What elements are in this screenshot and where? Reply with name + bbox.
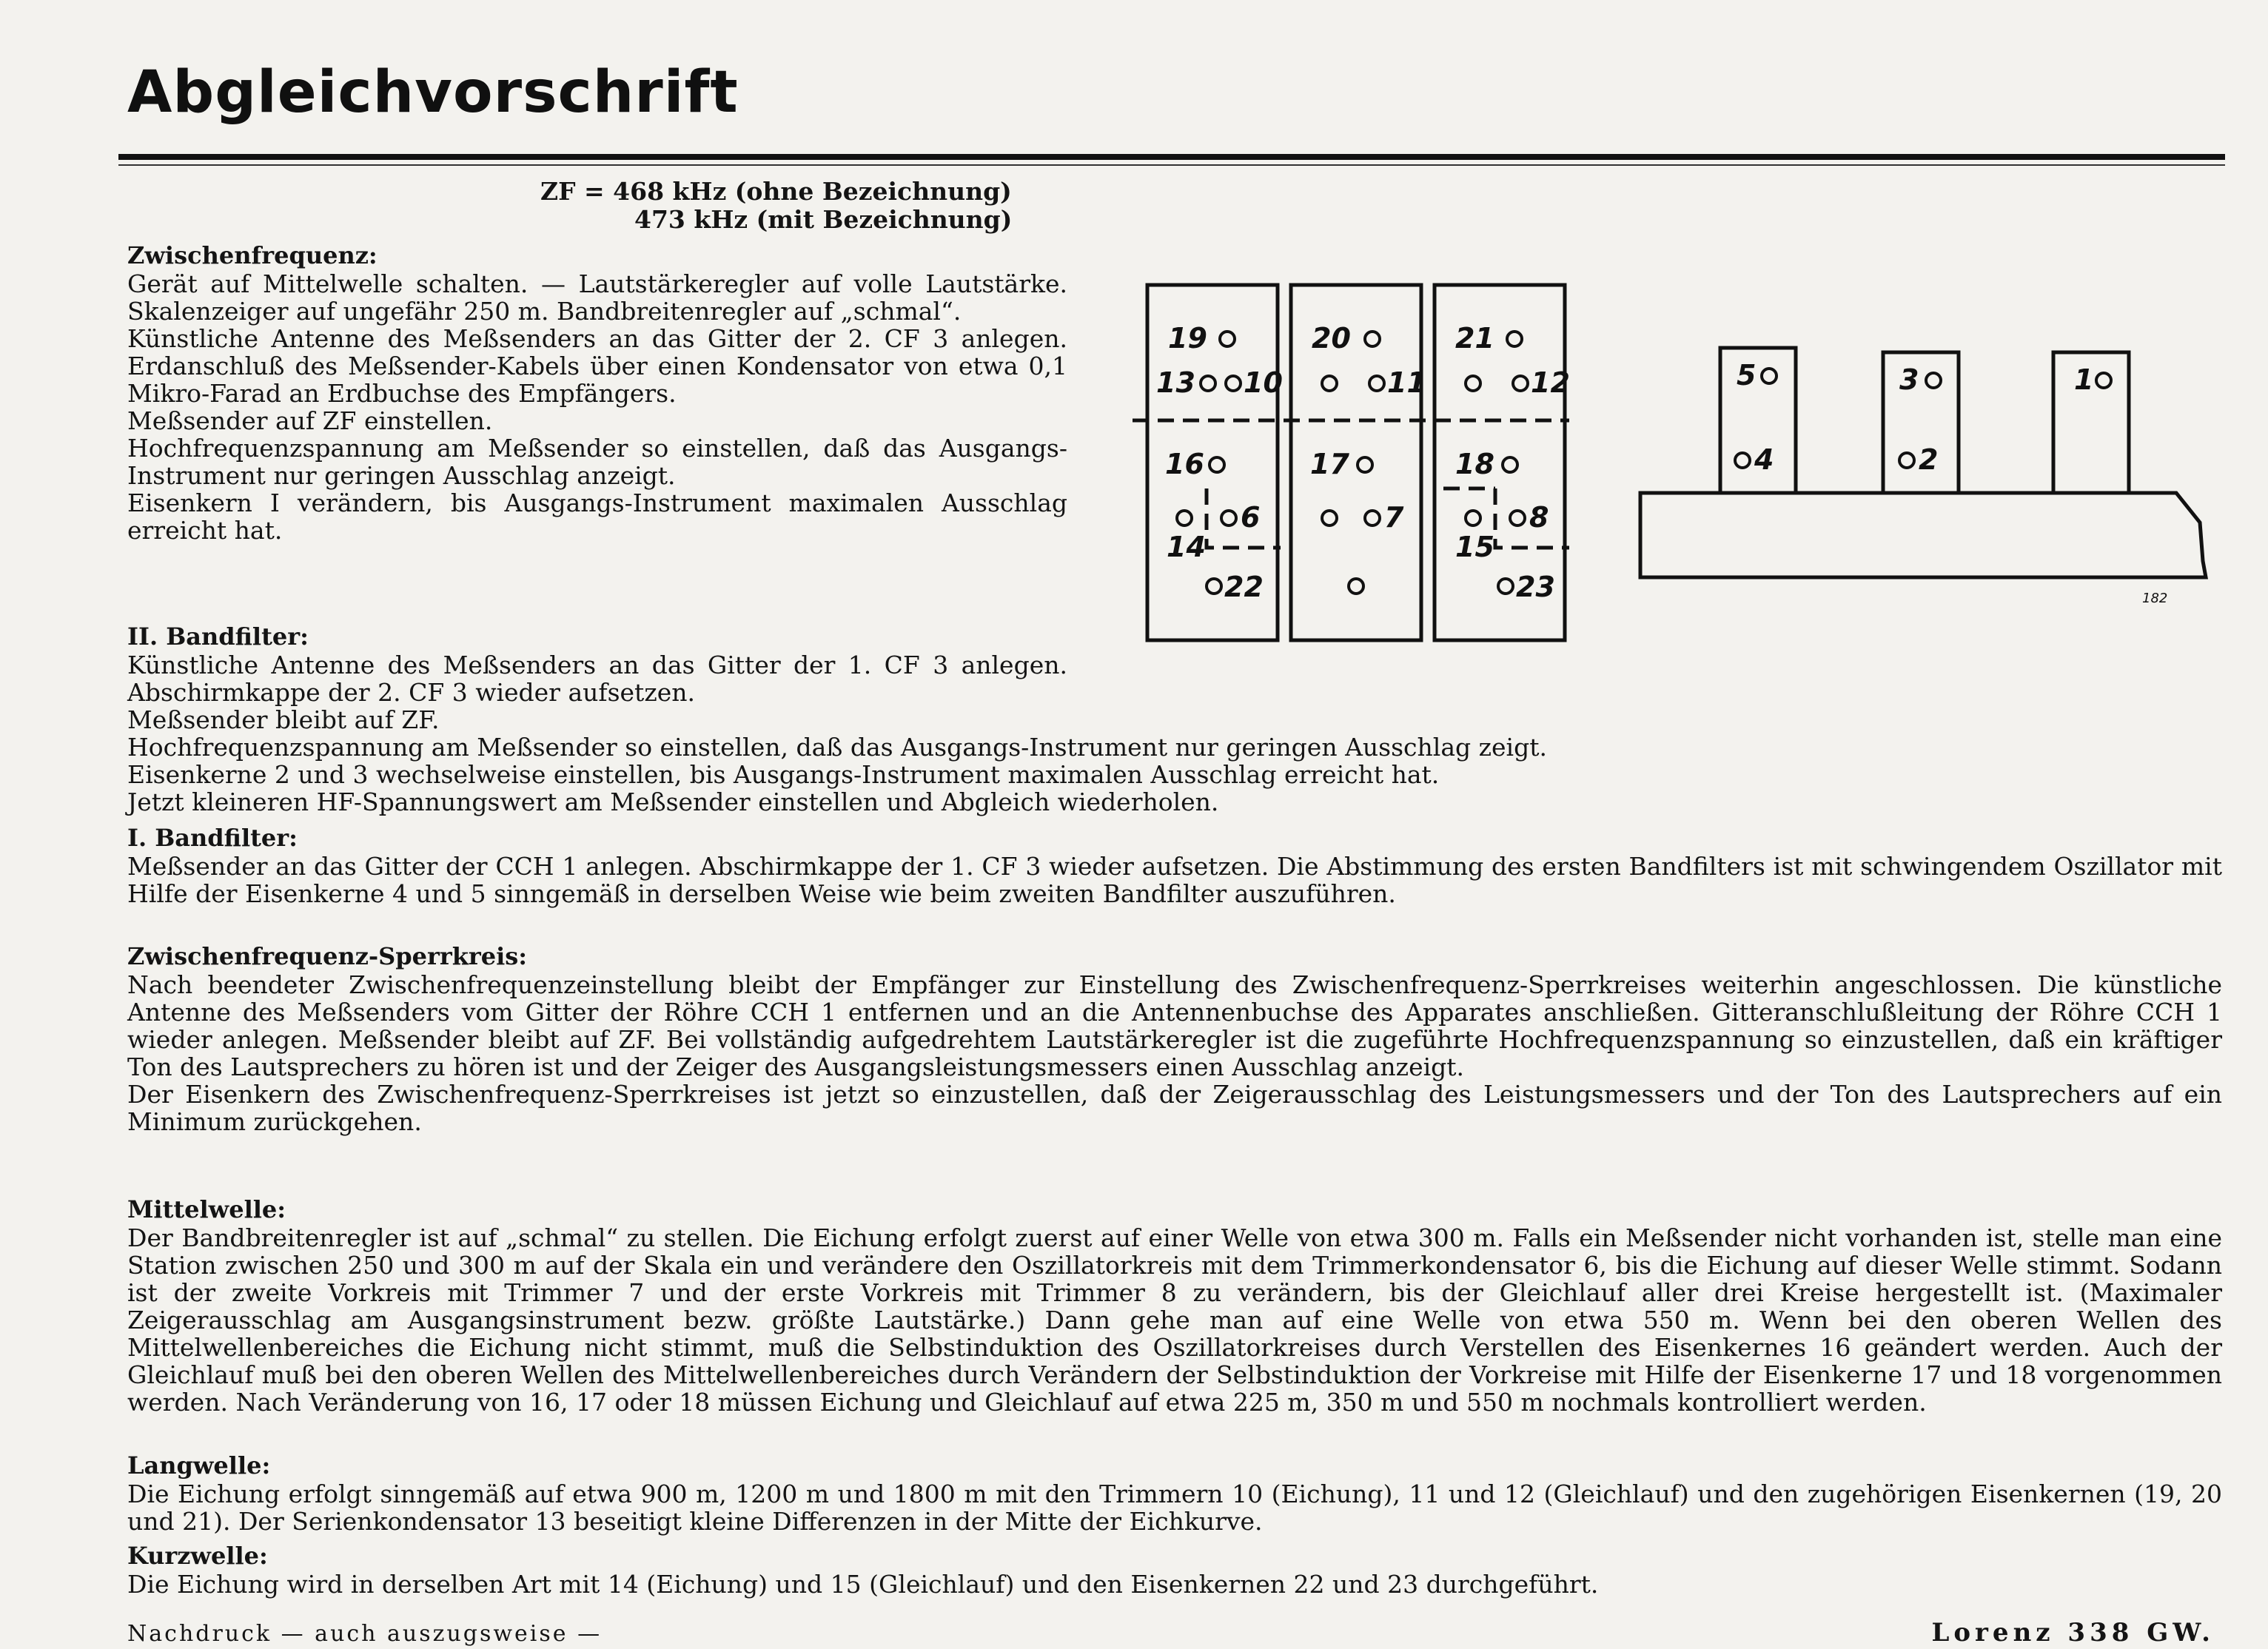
paragraph: Die Eichung erfolgt sinngemäß auf etwa 900 m, 1200 m und 1800 m mit den Trimmern 10 (Eichung), 11 und 12 (Gleichlauf) und den zugehörigen Eisenkernen (19, 20 und 21). Der Serienkondensator 13 beseitigt kleine Differenzen in der Mitte der Eichkurve. (127, 1480, 2222, 1536)
paragraph: Meßsender auf ZF einstellen. (127, 406, 493, 435)
paragraph: Die Eichung wird in derselben Art mit 14 (Eichung) und 15 (Gleichlauf) und den Eisenkernen 22 und 23 durchgeführt. (127, 1570, 1599, 1599)
alignment-diagram (1125, 266, 2221, 651)
label-12: 12 (1531, 366, 1570, 399)
page-title: Abgleichvorschrift (127, 59, 739, 126)
label-20: 20 (1312, 322, 1351, 355)
label-4: 4 (1754, 443, 1774, 476)
zf-header (540, 178, 1012, 234)
label-17: 17 (1310, 448, 1349, 480)
section-langwelle (127, 1451, 2222, 1535)
paragraph: Hochfrequenzspannung am Meßsender so einstellen, daß das Ausgangs-Instrument nur geringen Ausschlag anzeigt. (127, 434, 1067, 490)
label-5: 5 (1737, 359, 1757, 392)
label-16: 16 (1165, 448, 1204, 480)
zf-line-2: 473 kHz (mit Bezeichnung) (634, 205, 1013, 234)
paragraph: Meßsender bleibt auf ZF. (127, 705, 440, 734)
section-body (127, 622, 1067, 733)
section-heading: Kurzwelle: (127, 1542, 268, 1570)
chassis-base (1640, 493, 2206, 577)
zf-line-1: ZF = 468 kHz (ohne Bezeichnung) (540, 177, 1012, 206)
section-bandfilter-1 (127, 823, 2222, 907)
label-7: 7 (1384, 501, 1404, 534)
section-kurzwelle (127, 1541, 2222, 1598)
paragraph: Der Bandbreitenregler ist auf „schmal“ zu stellen. Die Eichung erfolgt zuerst auf einer Welle von etwa 300 m. Falls ein Meßsender nicht vorhanden ist, stelle man eine Station zwischen 250 und 300 m auf der Skala ein und verändere den Oszillatorkreis mit dem Trimmerkondensator 6, bis die Eichung auf dieser Welle stimmt. Sodann ist der zweite Vorkreis mit Trimmer 7 und der erste Vorkreis mit Trimmer 8 zu verändern, bis der Gleichlauf aller drei Kreise hergestellt ist. (Maximaler Zeigerausschlag am Ausgangsinstrument bezw. größte Lautstärke.) Dann gehe man auf eine Welle von etwa 550 m. Wenn bei den oberen Wellen des Mittelwellenbereiches die Eichung nicht stimmt, muß die Selbstinduktion des Oszillatorkreises durch Verstellen des Eisenkernes 16 geändert werden. Auch der Gleichlauf muß bei den oberen Wellen des Mittelwellenbereiches durch Verändern der Selbstinduktion der Vorkreise mit Hilfe der Eisenkerne 17 und 18 vorgenommen werden. Nach Veränderung von 16, 17 oder 18 müssen Eichung und Gleichlauf auf etwa 225 m, 350 m und 550 m nochmals kontrolliert werden. (127, 1223, 2222, 1417)
section-body (127, 241, 1067, 544)
paragraph: Jetzt kleineren HF-Spannungswert am Meßsender einstellen und Abgleich wiederholen. (127, 787, 1219, 816)
section-sperrkreis (127, 941, 2222, 1135)
section-mittelwelle (127, 1195, 2222, 1416)
section-heading: II. Bandfilter: (127, 622, 309, 651)
label-6: 6 (1241, 501, 1261, 534)
paragraph: Der Eisenkern des Zwischenfrequenz-Sperrkreises ist jetzt so einzustellen, daß der Zeigerausschlag des Leistungsmessers und der Ton des Lautsprechers auf ein Minimum zurückgehen. (127, 1080, 2222, 1136)
paragraph: Nach beendeter Zwischenfrequenzeinstellung bleibt der Empfänger zur Einstellung des Zwischenfrequenz-Sperrkreises weiterhin angeschlossen. Die künstliche Antenne des Meßsenders vom Gitter der Röhre CCH 1 entfernen und an die Antennenbuchse des Apparates anschließen. Gitteranschlußleitung der Röhre CCH 1 wieder anlegen. Meßsender bleibt auf ZF. Bei vollständig aufgedrehtem Lautstärkeregler ist die zugeführte Hochfrequenzspannung so einzustellen, daß ein kräftiger Ton des Lautsprechers zu hören ist und der Zeiger des Ausgangsleistungsmessers einen Ausschlag anzeigt. (127, 970, 2222, 1081)
label-18: 18 (1455, 448, 1494, 480)
label-11: 11 (1387, 366, 1426, 399)
section-heading: Langwelle: (127, 1451, 271, 1480)
paragraph: Meßsender an das Gitter der CCH 1 anlegen. Abschirmkappe der 1. CF 3 wieder aufsetzen. Die Abstimmung des ersten Bandfilters ist mit schwingendem Oszillator mit Hilfe der Eisenkerne 4 und 5 sinngemäß in derselben Weise wie beim zweiten Bandfilter auszuführen. (127, 852, 2222, 908)
section-heading: Mittelwelle: (127, 1195, 286, 1223)
paragraph: Eisenkern I verändern, bis Ausgangs-Instrument maximalen Ausschlag erreicht hat. (127, 488, 1067, 545)
title-rule-thin (118, 164, 2225, 166)
section-heading: I. Bandfilter: (127, 824, 298, 852)
footer-model: Lorenz 338 GW. (1931, 1618, 2215, 1648)
label-19: 19 (1168, 322, 1207, 355)
paragraph: Künstliche Antenne des Meßsenders an das Gitter der 2. CF 3 anlegen. Erdanschluß des Meßsender-Kabels über einen Kondensator von etwa 0,1 Mikro-Farad an Erdbuchse des Empfängers. (127, 324, 1067, 408)
title-rule-thick (118, 154, 2225, 160)
section-heading: Zwischenfrequenz: (127, 241, 378, 269)
figure-number: 182 (2142, 591, 2168, 606)
label-13: 13 (1156, 366, 1195, 399)
paragraph: Gerät auf Mittelwelle schalten. — Lautstärkeregler auf volle Lautstärke. Skalenzeiger auf ungefähr 250 m. Bandbreitenregler auf „schmal“. (127, 269, 1067, 326)
label-21: 21 (1455, 322, 1494, 355)
label-8: 8 (1529, 501, 1549, 534)
label-22: 22 (1224, 571, 1264, 603)
section-heading: Zwischenfrequenz-Sperrkreis: (127, 942, 528, 970)
label-10: 10 (1244, 366, 1283, 399)
label-3: 3 (1899, 363, 1919, 396)
label-1: 1 (2074, 363, 2094, 396)
paragraph: Künstliche Antenne des Meßsenders an das Gitter der 1. CF 3 anlegen. Abschirmkappe der 2. CF 3 wieder aufsetzen. (127, 651, 1067, 707)
footer-reprint-note: Nachdruck — auch auszugsweise — (127, 1621, 603, 1647)
label-14: 14 (1167, 531, 1206, 563)
label-23: 23 (1516, 571, 1555, 603)
label-2: 2 (1919, 443, 1939, 476)
paragraph: Eisenkerne 2 und 3 wechselweise einstellen, bis Ausgangs-Instrument maximalen Ausschlag erreicht hat. (127, 760, 1440, 789)
label-15: 15 (1455, 531, 1494, 563)
paragraph: Hochfrequenzspannung am Meßsender so einstellen, daß das Ausgangs-Instrument nur geringen Ausschlag zeigt. (127, 733, 1547, 762)
